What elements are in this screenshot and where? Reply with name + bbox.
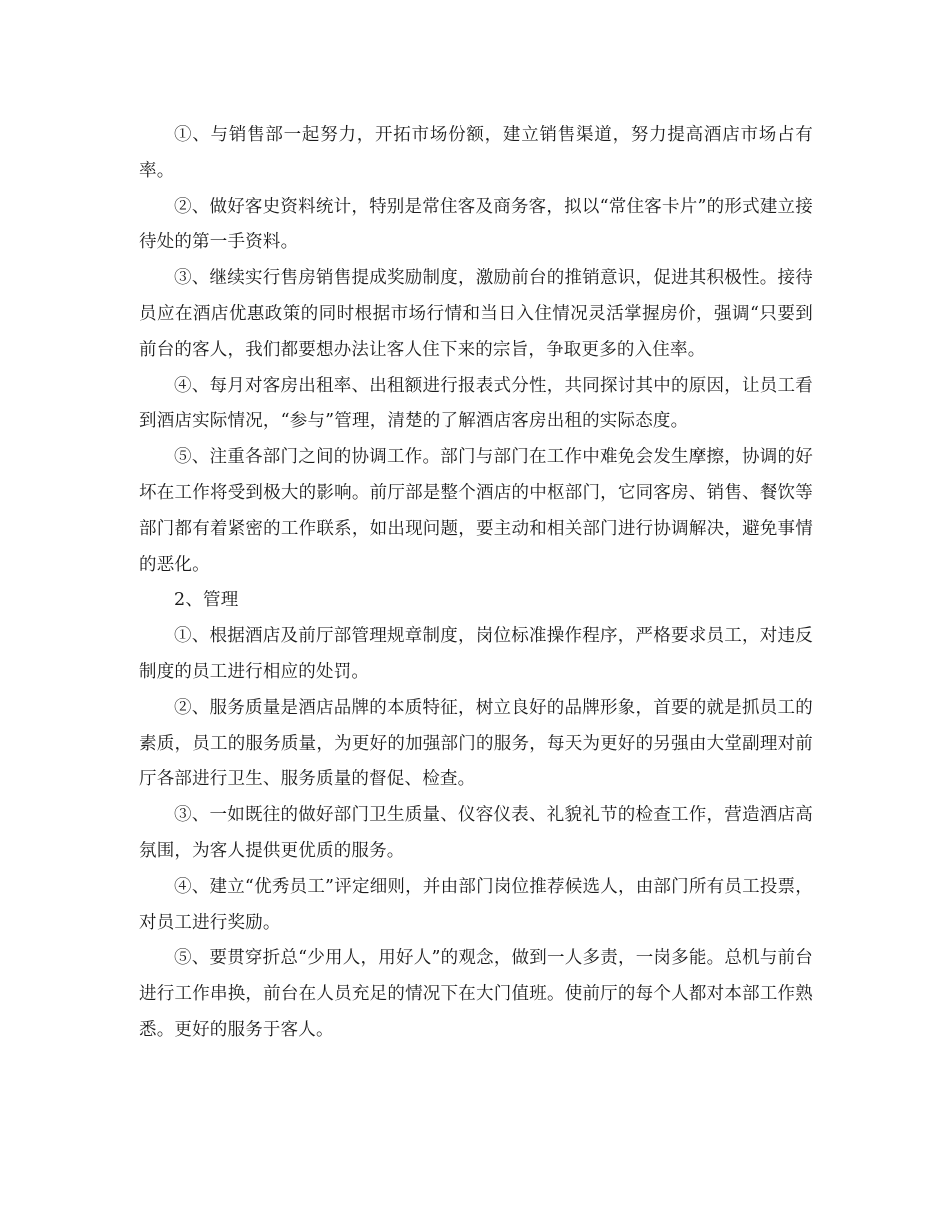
paragraph-staffing: ⑤、要贯穿折总“少用人，用好人”的观念，做到一人多责，一岗多能。总机与前台进行工作串换，前台在人员充足的情况下在大门值班。使前厅的每个人都对本部工作熟悉。更好的服务于客人。 <box>139 948 813 1040</box>
paragraph-coordination: ⑤、注重各部门之间的协调工作。部门与部门在工作中难免会发生摩擦，协调的好坏在工作将受到极大的影响。前厅部是整个酒店的中枢部门，它同客房、销售、餐饮等部门都有着紧密的工作联系，如出现问题，要主动和相关部门进行协调解决，避免事情的恶化。 <box>139 447 813 575</box>
paragraph-sales-share: ①、与销售部一起努力，开拓市场份额，建立销售渠道，努力提高酒店市场占有率。 <box>139 125 813 181</box>
paragraph-guest-records: ②、做好客史资料统计，特别是常住客及商务客，拟以“常住客卡片”的形式建立接待处的第一手资料。 <box>139 196 813 253</box>
paragraph-sales-commission: ③、继续实行售房销售提成奖励制度，激励前台的推销意识，促进其积极性。接待员应在酒店优惠政策的同时根据市场行情和当日入住情况灵活掌握房价，强调“只要到前台的客人，我们都要想办法让客人住下来的宗旨，争取更多的入住率。 <box>139 268 813 360</box>
section-heading-management: 2、管理 <box>174 590 239 611</box>
paragraph-inspection: ③、一如既往的做好部门卫生质量、仪容仪表、礼貌礼节的检查工作，营造酒店高氛围，为客人提供更优质的服务。 <box>139 805 813 861</box>
paragraph-outstanding-staff: ④、建立“优秀员工”评定细则，并由部门岗位推荐候选人，由部门所有员工投票，对员工进行奖励。 <box>139 876 813 933</box>
paragraph-monthly-report: ④、每月对客房出租率、出租额进行报表式分性，共同探讨其中的原因，让员工看到酒店实际情况，“参与”管理，清楚的了解酒店客房出租的实际态度。 <box>139 375 813 432</box>
paragraph-service-quality: ②、服务质量是酒店品牌的本质特征，树立良好的品牌形象，首要的就是抓员工的素质，员工的服务质量，为更好的加强部门的服务，每天为更好的另强由大堂副理对前厅各部进行卫生、服务质量的督促、检查。 <box>139 697 813 790</box>
document-body <box>139 118 813 1049</box>
paragraph-regulations: ①、根据酒店及前厅部管理规章制度，岗位标准操作程序，严格要求员工，对违反制度的员工进行相应的处罚。 <box>139 626 813 682</box>
